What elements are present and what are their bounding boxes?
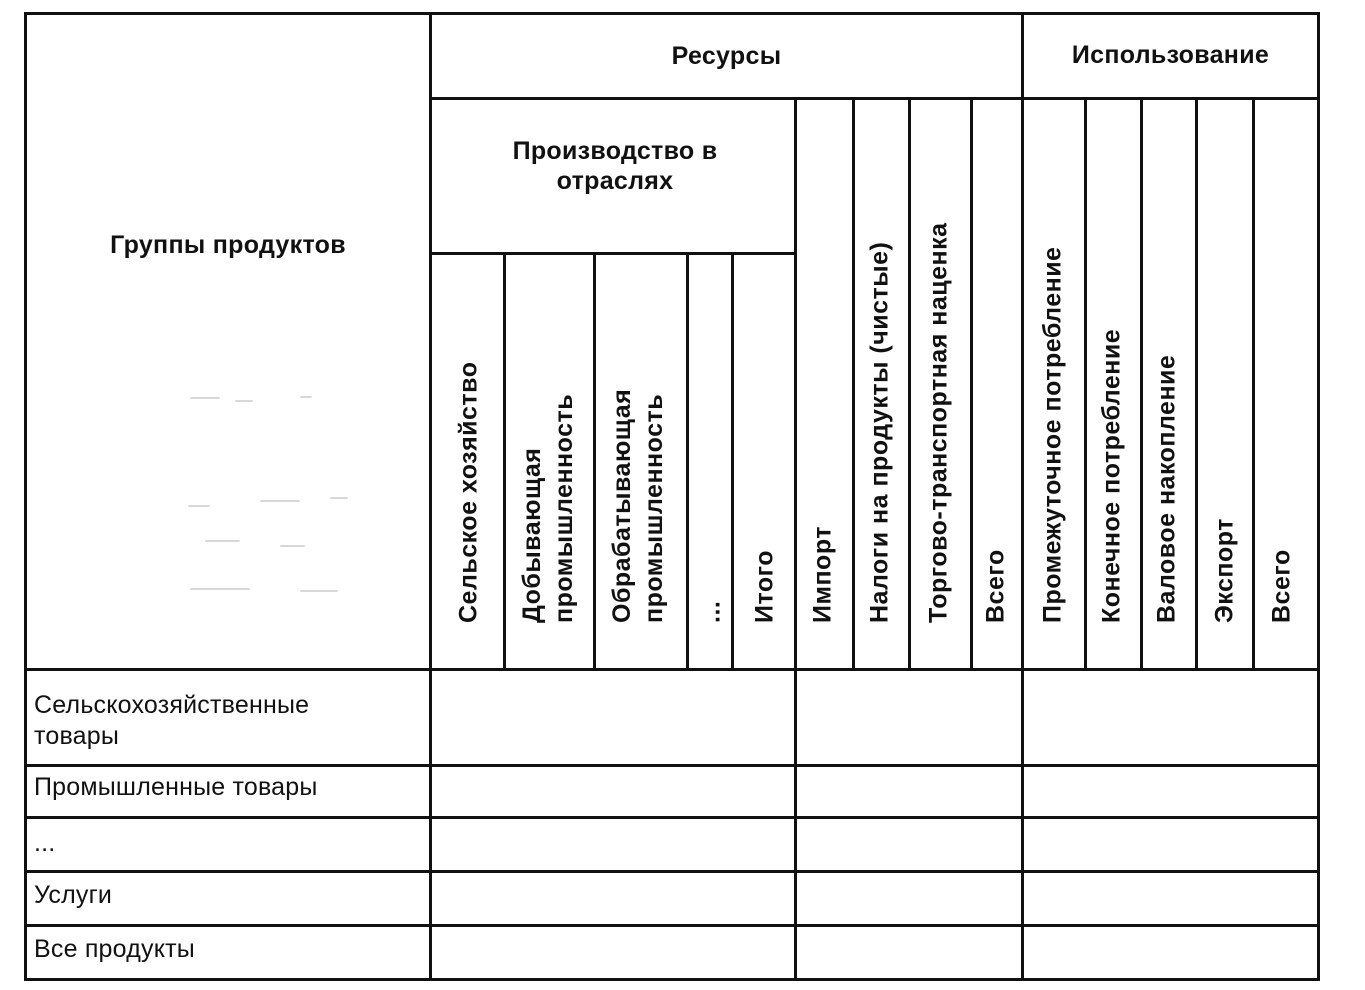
row-ellipsis: ...: [34, 829, 56, 857]
rule-prod-4: [731, 252, 734, 671]
col-agriculture-label: Сельское хозяйство: [454, 361, 483, 623]
rule-resources-use: [1021, 12, 1024, 981]
row-services: Услуги: [34, 881, 113, 909]
row-all-products: Все продукты: [34, 935, 195, 963]
col-import-label: Импорт: [808, 525, 837, 623]
rule-prod-2: [593, 252, 596, 671]
rule-bottom: [24, 978, 1320, 981]
col-intermediate-label: Промежуточное потребление: [1038, 246, 1067, 623]
rule-res-2: [908, 97, 911, 671]
row-industrial-goods: Промышленные товары: [34, 773, 318, 801]
rule-use-4: [1252, 97, 1255, 671]
rule-res-3: [970, 97, 973, 671]
rule-under-production-header: [431, 252, 796, 255]
rule-row-1: [24, 764, 1320, 767]
rule-use-3: [1195, 97, 1198, 671]
rule-prod-3: [686, 252, 689, 671]
corner-header: Группы продуктов: [110, 231, 346, 259]
rule-use-1: [1084, 97, 1087, 671]
col-gross-accumulation-label: Валовое накопление: [1152, 354, 1181, 623]
use-header: Использование: [1071, 41, 1270, 69]
col-trade-margin-label: Торгово-транспортная наценка: [924, 222, 953, 623]
rule-right: [1317, 12, 1320, 981]
rule-row-3: [24, 870, 1320, 873]
col-total-production-label: Итого: [750, 549, 779, 623]
col-final-consumption-label: Конечное потребление: [1097, 328, 1126, 623]
rule-row-2: [24, 816, 1320, 819]
col-mining-label: Добывающая промышленность: [518, 393, 578, 623]
rule-row-4: [24, 924, 1320, 927]
rule-after-production: [794, 97, 797, 981]
rule-res-1: [852, 97, 855, 671]
rule-after-row-labels: [429, 12, 432, 981]
production-header: Производство в отраслях: [512, 137, 718, 195]
rule-use-2: [1140, 97, 1143, 671]
rule-left: [24, 12, 27, 981]
col-export-label: Экспорт: [1210, 518, 1239, 623]
col-manufacturing-label: Обрабатывающая промышленность: [608, 388, 668, 623]
rule-under-group-headers: [431, 97, 1320, 100]
row-agricultural-goods: Сельскохозяйственные товары: [34, 691, 310, 750]
col-taxes-label: Налоги на продукты (чистые): [865, 241, 894, 623]
col-total-resources-label: Всего: [981, 549, 1010, 623]
resources-header: Ресурсы: [671, 42, 782, 70]
rule-header-bottom: [24, 668, 1320, 671]
rule-top: [24, 12, 1320, 15]
col-ellipsis-label: ...: [697, 600, 726, 623]
rule-prod-1: [503, 252, 506, 671]
col-total-use-label: Всего: [1267, 549, 1296, 623]
